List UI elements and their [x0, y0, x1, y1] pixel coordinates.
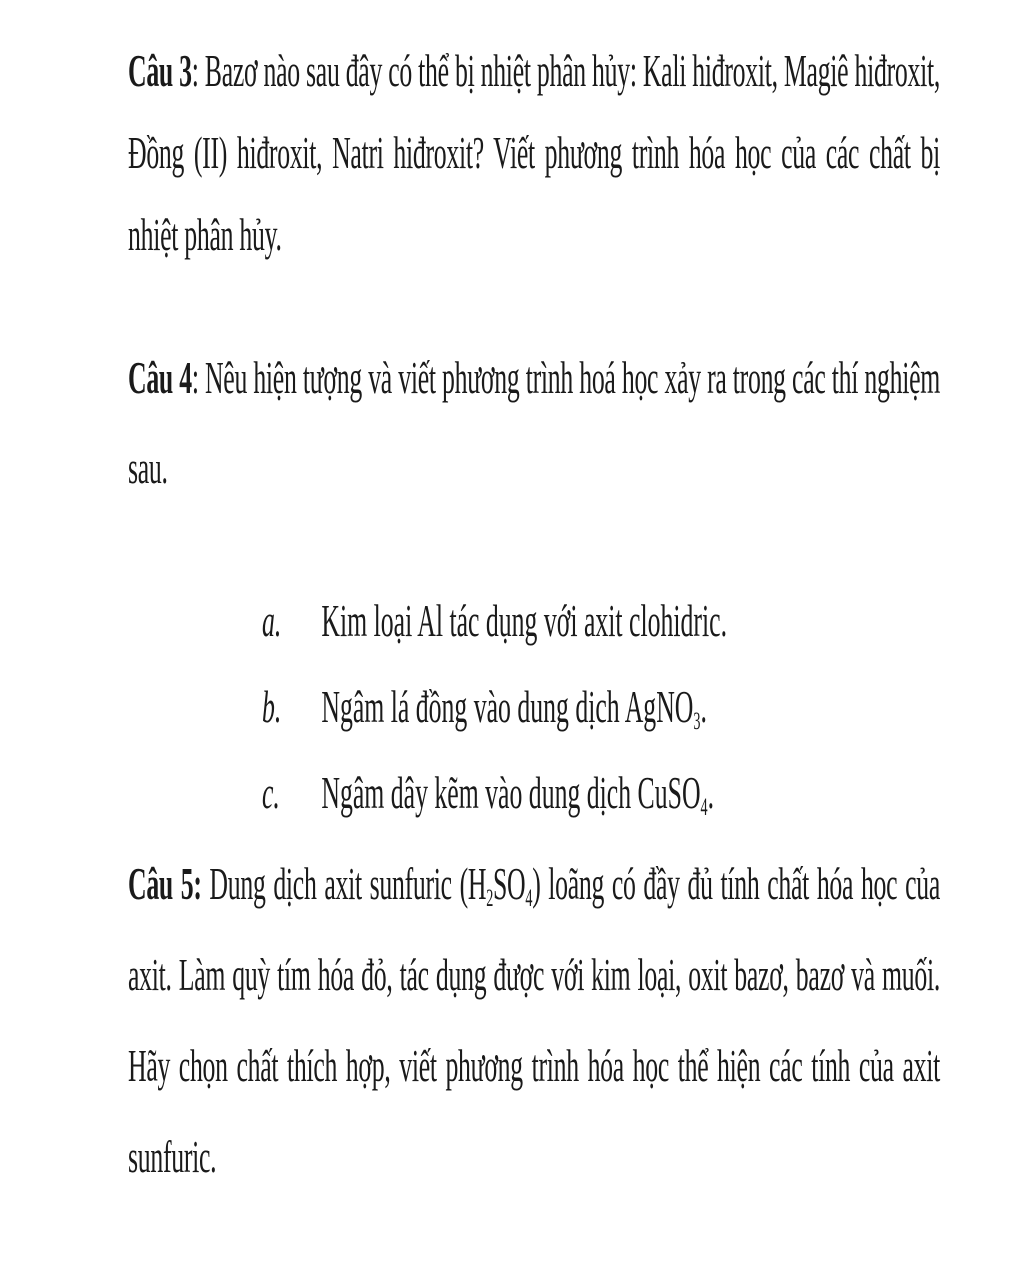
question-4-list: [262, 578, 934, 836]
list-item: [262, 578, 934, 664]
question-3-label: Câu 3: [128, 45, 192, 96]
list-item-text: Ngâm dây kẽm vào dung dịch CuSO$_4$.: [321, 767, 715, 822]
question-3-text: : Bazơ nào sau đây có thể bị nhiệt phân hủy: Kali hiđroxit, Magiê hiđroxit, Đồng (II) hiđroxit, Natri hiđroxit? Viết phương trình hóa học của các chất bị nhiệt phân hủy.: [128, 45, 940, 260]
question-5-label: Câu 5:: [128, 858, 202, 909]
question-3: [128, 30, 940, 276]
list-item-text: Ngâm lá đồng vào dung dịch AgNO$_3$.: [321, 681, 707, 736]
question-5-text: Dung dịch axit sunfuric $(H_2SO_4)$ loãng có đầy đủ tính chất hóa học của axit. Làm quỳ tím hóa đỏ, tác dụng được với kim loại, oxit bazơ, bazơ và muối. Hãy chọn chất thích hợp, viết phương trình hóa học thể hiện các tính của axit sunfuric.: [128, 858, 940, 1182]
question-4: [128, 333, 940, 513]
list-marker: a.: [262, 595, 282, 646]
list-item-text: Kim loại Al tác dụng với axit clohidric.: [321, 595, 728, 646]
question-5: [128, 838, 940, 1202]
question-4-label: Câu 4: [128, 352, 192, 403]
question-4-text: : Nêu hiện tượng và viết phương trình hoá học xảy ra trong các thí nghiệm sau.: [128, 352, 941, 493]
list-item: [262, 664, 934, 750]
list-marker: c.: [262, 767, 280, 818]
list-marker: b.: [262, 681, 282, 732]
list-item: [262, 750, 934, 836]
